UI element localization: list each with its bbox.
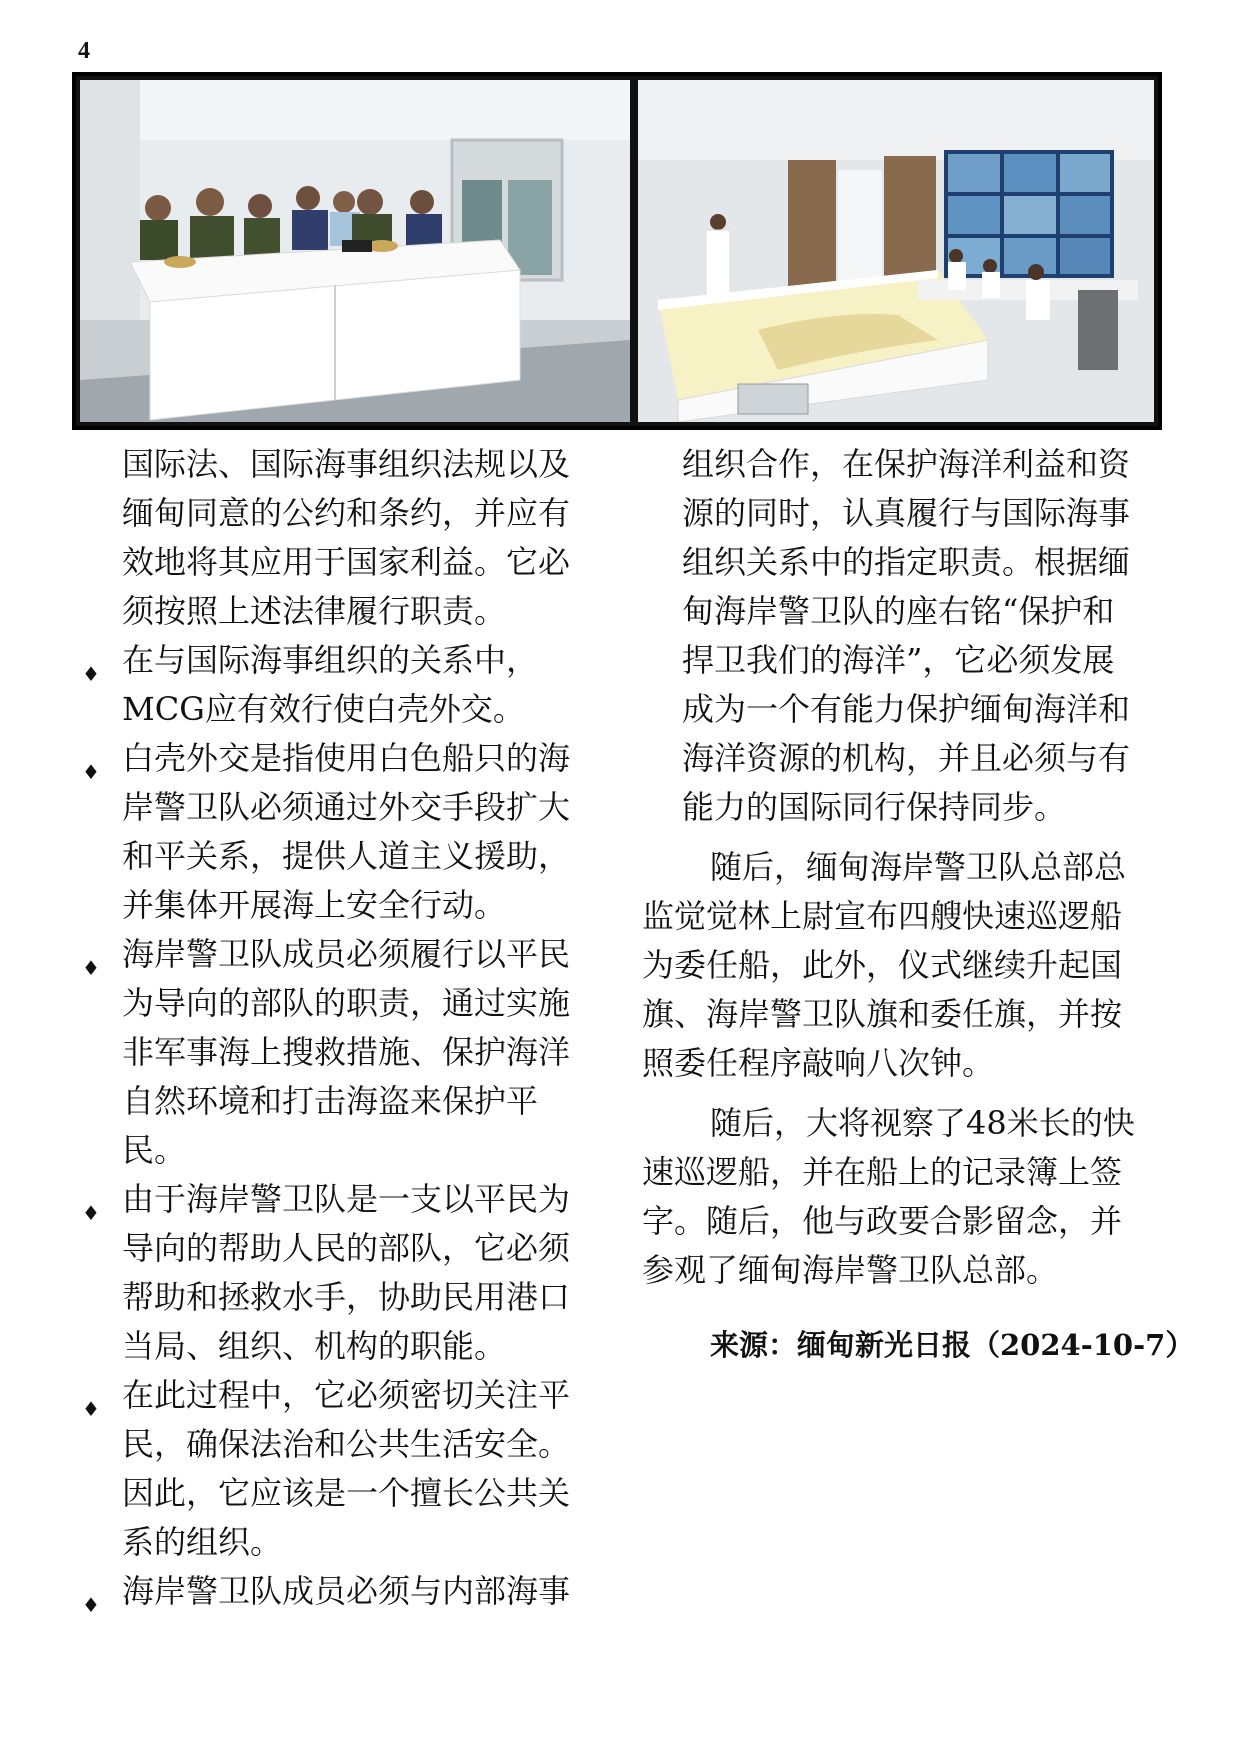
text-line: 缅甸同意的公约和条约，并应有 xyxy=(122,494,571,532)
bullet-icon: ♦ xyxy=(82,956,100,980)
text-line: 组织合作，在保护海洋利益和资 xyxy=(682,445,1131,483)
paragraph-continued xyxy=(82,440,610,636)
text-line: 因此，它应该是一个擅长公共关 xyxy=(122,1474,571,1512)
bullet-item xyxy=(82,1175,610,1371)
bullet-icon: ♦ xyxy=(82,760,100,784)
paragraph-gap xyxy=(642,1088,1170,1099)
text-line: 当局、组织、机构的职能。 xyxy=(122,1327,507,1365)
text-line: 白壳外交是指使用白色船只的海 xyxy=(122,739,571,777)
text-line: 旗、海岸警卫队旗和委任旗，并按 xyxy=(642,995,1123,1033)
text-line: 成为一个有能力保护缅甸海洋和 xyxy=(682,690,1131,728)
text-line: 自然环境和打击海盗来保护平 xyxy=(122,1082,539,1120)
bullet-item xyxy=(82,636,610,734)
source-credit: 来源：缅甸新光日报（2024-10-7） xyxy=(710,1328,1195,1362)
paragraph-continued xyxy=(642,440,1170,832)
text-line: 并集体开展海上安全行动。 xyxy=(122,886,507,924)
bullet-item xyxy=(82,930,610,1175)
photo-operations-room xyxy=(638,80,1154,422)
photo-officials-seated xyxy=(80,80,630,422)
text-line: 在与国际海事组织的关系中， xyxy=(122,641,539,679)
text-line: 速巡逻船，并在船上的记录簿上签 xyxy=(642,1153,1123,1191)
text-line: 岸警卫队必须通过外交手段扩大 xyxy=(122,788,571,826)
text-line: 民，确保法治和公共生活安全。 xyxy=(122,1425,571,1463)
bullet-icon: ♦ xyxy=(82,1397,100,1421)
text-line: 非军事海上搜救措施、保护海洋 xyxy=(122,1033,571,1071)
text-line: 国际法、国际海事组织法规以及 xyxy=(122,445,571,483)
text-line: 照委任程序敲响八次钟。 xyxy=(642,1044,995,1082)
paragraph-gap xyxy=(642,832,1170,843)
text-line: 在此过程中，它必须密切关注平 xyxy=(122,1376,571,1414)
text-line: 由于海岸警卫队是一支以平民为 xyxy=(122,1180,571,1218)
text-line: 捍卫我们的海洋”，它必须发展 xyxy=(682,641,1115,679)
bullet-icon: ♦ xyxy=(82,662,100,686)
bullet-item xyxy=(82,1567,610,1616)
bullet-icon: ♦ xyxy=(82,1201,100,1225)
bullet-icon: ♦ xyxy=(82,1593,100,1617)
paragraph xyxy=(642,843,1170,1088)
text-line: 为委任船，此外，仪式继续升起国 xyxy=(642,946,1123,984)
text-line: 监觉觉林上尉宣布四艘快速巡逻船 xyxy=(642,897,1123,935)
photo-strip xyxy=(72,72,1162,430)
left-column xyxy=(82,440,610,1616)
text-line: 字。随后，他与政要合影留念，并 xyxy=(642,1202,1123,1240)
text-line: 帮助和拯救水手，协助民用港口 xyxy=(122,1278,571,1316)
text-line: MCG应有效行使白壳外交。 xyxy=(122,690,525,728)
text-line: 海岸警卫队成员必须履行以平民 xyxy=(122,935,571,973)
text-line: 能力的国际同行保持同步。 xyxy=(682,788,1067,826)
text-line: 随后，缅甸海岸警卫队总部总 xyxy=(710,848,1127,886)
right-column xyxy=(642,440,1195,1370)
text-line: 和平关系，提供人道主义援助， xyxy=(122,837,571,875)
bullet-item xyxy=(82,734,610,930)
text-line: 须按照上述法律履行职责。 xyxy=(122,592,507,630)
text-line: 海岸警卫队成员必须与内部海事 xyxy=(122,1572,571,1610)
text-line: 海洋资源的机构，并且必须与有 xyxy=(682,739,1131,777)
bullet-item xyxy=(82,1371,610,1567)
page-number: 4 xyxy=(78,38,90,64)
text-line: 随后，大将视察了48米长的快 xyxy=(710,1104,1135,1142)
text-line: 参观了缅甸海岸警卫队总部。 xyxy=(642,1251,1059,1289)
text-line: 导向的帮助人民的部队，它必须 xyxy=(122,1229,571,1267)
text-line: 效地将其应用于国家利益。它必 xyxy=(122,543,571,581)
text-line: 源的同时，认真履行与国际海事 xyxy=(682,494,1131,532)
text-line: 组织关系中的指定职责。根据缅 xyxy=(682,543,1131,581)
text-line: 系的组织。 xyxy=(122,1523,283,1561)
text-line: 民。 xyxy=(122,1131,187,1169)
text-line: 为导向的部队的职责，通过实施 xyxy=(122,984,571,1022)
paragraph xyxy=(642,1099,1170,1295)
text-line: 甸海岸警卫队的座右铭“保护和 xyxy=(682,592,1115,630)
